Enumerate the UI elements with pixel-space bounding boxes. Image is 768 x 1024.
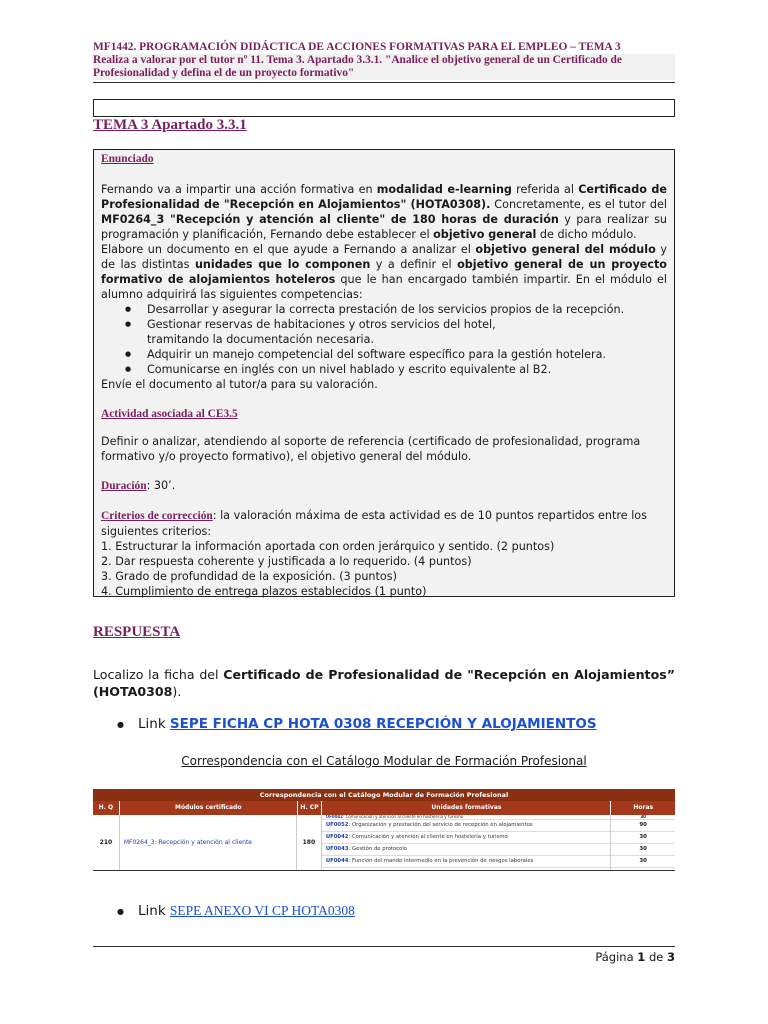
tema-title: TEMA 3 Apartado 3.3.1 [93, 117, 247, 133]
respuesta-paragraph: Localizo la ficha del Certificado de Profesionalidad de "Recepción en Alojamientos” (HOTA0308). [93, 667, 675, 699]
table-header: H. CP [298, 801, 323, 815]
table-cell-unidades: UF0042: Comunicación y atención al cliente en hostelería y turismo UF0052: Organización y prestación del servicio de recepción en alojamientos UF0042: Comunicación y atención al cliente en hostelería y turismo UF0043: Gestión de protocolo UF0044: Función del mando intermedio en la prevención de riesgos laborales [322, 815, 612, 870]
header-task-line: Realiza a valorar por el tutor nº 11. Tema 3. Apartado 3.3.1. "Analice el objetivo general de un Certificado de [93, 54, 675, 67]
criterios-label: Criterios de corrección [101, 510, 213, 522]
table-header: Unidades formativas [322, 801, 611, 815]
correspondencia-table [93, 789, 675, 871]
sepe-anexo-link[interactable]: SEPE ANEXO VI CP HOTA0308 [169, 903, 355, 918]
header-task-line-2: Profesionalidad y defina el de un proyecto formativo" [93, 67, 675, 80]
empty-box [93, 99, 675, 117]
duracion-label: Duración [101, 480, 147, 492]
list-item: ● Desarrollar y asegurar la correcta prestación de los servicios propios de la recepción. [147, 302, 667, 317]
footer-divider [93, 946, 675, 947]
table-header: H. Q [93, 801, 120, 815]
bullet-icon: ● [117, 906, 124, 916]
actividad-label: Actividad asociada al CE3.5 [101, 408, 238, 420]
table-header-row [93, 801, 675, 815]
table-cell-modulo: MF0264_3: Recepción y atención al cliente [120, 815, 297, 870]
enunciado-box [93, 149, 675, 597]
table-title: Correspondencia con el Catálogo Modular de Formación Profesional [93, 789, 675, 801]
criterios-intro: Criterios de corrección: la valoración máxima de esta actividad es de 10 puntos repartidos entre los siguientes criterios: [101, 509, 647, 538]
link-item-2: ● Link SEPE ANEXO VI CP HOTA0308 [117, 903, 355, 919]
competencias-list [101, 302, 667, 377]
link-item-1: ● Link SEPE FICHA CP HOTA 0308 RECEPCIÓN Y ALOJAMIENTOS [117, 716, 597, 732]
actividad-text: Definir o analizar, atendiendo al soporte de referencia (certificado de profesionalidad, programa formativo y/o proyecto formativo), el objetivo general del módulo. [101, 435, 641, 463]
table-cell-hq: 210 [93, 815, 120, 870]
header-course-title: MF1442. PROGRAMACIÓN DIDÁCTICA DE ACCIONES FORMATIVAS PARA EL EMPLEO – TEMA 3 [93, 41, 621, 53]
enunciado-paragraph-1: Fernando va a impartir una acción formativa en modalidad e-learning referida al Certificado de Profesionalidad de "Recepción en Alojamientos" (HOTA0308). Concretamente, es el tutor del MF0264_3 "Recepción y atención al cliente" de 180 horas de duración y para realizar su programación y planificación, Fernando debe establecer el objetivo general de dicho módulo. [101, 183, 668, 241]
criterio-item: 4. Cumplimiento de entrega plazos establecidos (1 punto) [101, 585, 427, 598]
table-header: Horas [633, 804, 654, 811]
enunciado-label: Enunciado [101, 153, 154, 165]
criterio-item: 2. Dar respuesta coherente y justificada a lo requerido. (4 puntos) [101, 555, 472, 568]
list-item: ● Gestionar reservas de habitaciones y otros servicios del hotel, tramitando la documentación necesaria. [147, 317, 547, 347]
list-item: ● Adquirir un manejo competencial del software específico para la gestión hotelera. [147, 347, 667, 362]
page-number: Página 1 de 3 [595, 950, 675, 964]
document-header [93, 41, 675, 83]
criterio-item: 3. Grado de profundidad de la exposición. (3 puntos) [101, 570, 397, 583]
duracion-line: Duración: 30’. [101, 479, 176, 492]
list-item: ● Comunicarse en inglés con un nivel hablado y escrito equivalente al B2. [147, 362, 667, 377]
table-cell-hcp: 180 [297, 815, 322, 870]
correspondencia-caption: Correspondencia con el Catálogo Modular de Formación Profesional [181, 754, 587, 768]
table-row [93, 815, 675, 871]
table-header: Módulos certificado [120, 801, 298, 815]
table-cell-horas: 30 90 30 30 30 [611, 815, 675, 870]
criterio-item: 1. Estructurar la información aportada con orden jerárquico y sentido. (2 puntos) [101, 540, 555, 553]
bullet-icon: ● [117, 719, 124, 729]
envio-text: Envíe el documento al tutor/a para su valoración. [101, 378, 378, 391]
enunciado-paragraph-2: Elabore un documento en el que ayude a Fernando a analizar el objetivo general del módulo y de las distintas unidades que lo componen y a definir el objetivo general de un proyecto formativo de alojamientos hoteleros que le han encargado también impartir. En el módulo el alumno adquirirá las siguientes competencias: [101, 243, 668, 301]
respuesta-title: RESPUESTA [93, 624, 181, 640]
sepe-ficha-link[interactable]: SEPE FICHA CP HOTA 0308 RECEPCIÓN Y ALOJAMIENTOS [169, 716, 597, 732]
